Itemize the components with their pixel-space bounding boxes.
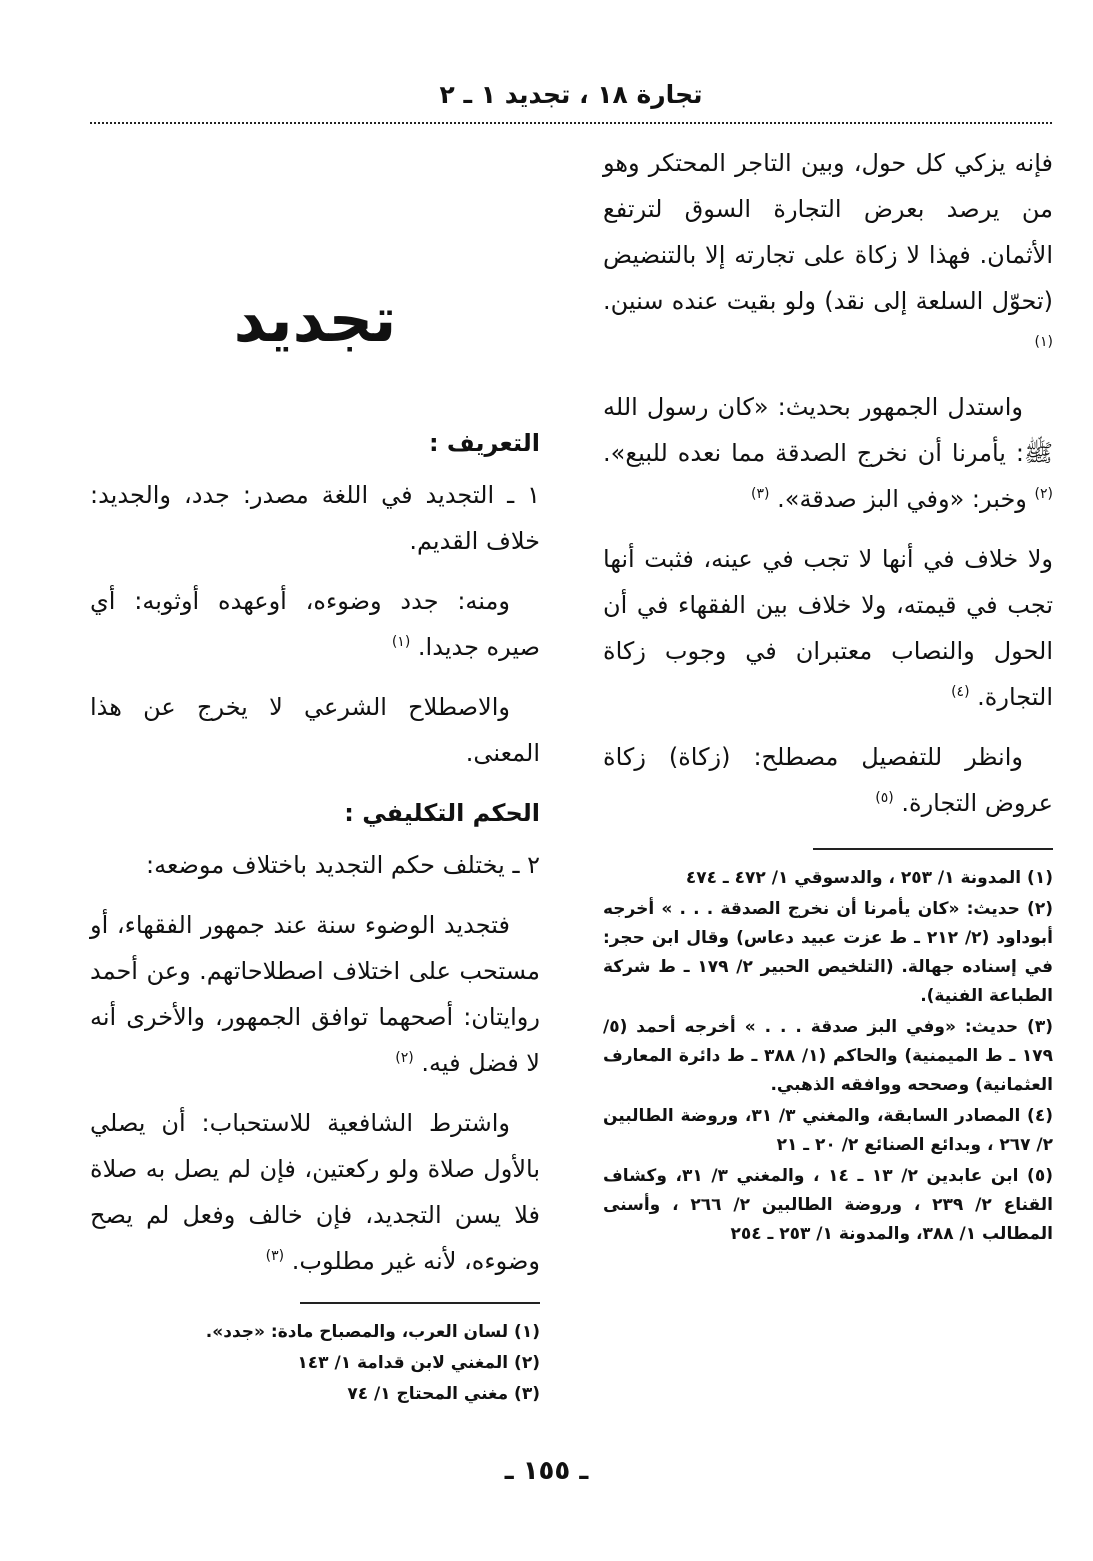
footnote: (٢) المغني لابن قدامة ١/ ١٤٣ bbox=[297, 1353, 540, 1373]
footnote-ref: (١) bbox=[391, 634, 411, 650]
footnote-ref: (٣) bbox=[751, 486, 770, 502]
paragraph: فإنه يزكي كل حول، وبين التاجر المحتكر وهو من يرصد بعرض التجارة السوق لترتفع الأثمان. فهذا لا زكاة على تجارته إلا بالتنضيض (تحوّل السلعة إلى نقد) ولو بقيت عنده سنين. $^{(١)}$ bbox=[603, 149, 1053, 350]
paragraph: ١ ـ التجديد في اللغة مصدر: جدد، والجديد: خلاف القديم. bbox=[90, 481, 540, 555]
footnotes bbox=[603, 864, 1053, 1249]
paragraph: وانظر للتفصيل مصطلح: (زكاة) زكاة عروض التجارة. $^{(٥)}$ bbox=[603, 743, 1053, 817]
footnote-separator bbox=[300, 1302, 540, 1304]
footnote-ref: (١) bbox=[1034, 334, 1053, 350]
page-number: ـ ١٥٥ ـ bbox=[504, 1456, 589, 1486]
paragraph: واستدل الجمهور بحديث: «كان رسول الله ﷺ: يأمرنا أن نخرج الصدقة مما نعده للبيع». $^{(٢)}$ وخبر: «وفي البز صدقة». $^{(٣)}$ bbox=[603, 393, 1053, 513]
footnotes bbox=[90, 1318, 540, 1409]
footnote-ref: (٥) bbox=[875, 790, 894, 806]
section-heading: التعريف : bbox=[428, 429, 540, 457]
left-column bbox=[90, 140, 540, 1411]
footnote: (٤) المصادر السابقة، والمغني ٣/ ٣١، وروضة الطالبين ٢/ ٢٦٧ ، وبدائع الصنائع ٢/ ٢٠ ـ ٢١ bbox=[603, 1106, 1053, 1155]
footnote: (٢) حديث: «كان يأمرنا أن نخرج الصدقة . . . » أخرجه أبوداود (٢/ ٢١٢ ـ ط عزت عبيد دعاس) وقال ابن حجر: في إسناده جهالة. (التلخيص الحبير ٢/ ١٧٩ ـ ط شركة الطباعة الفنية). bbox=[603, 899, 1053, 1006]
footnote-separator bbox=[813, 848, 1053, 850]
paragraph: ومنه: جدد وضوءه، أوعهده أوثوبه: أي صيره جديدا. $^{(١)}$ bbox=[90, 587, 540, 661]
footnote: (٣) حديث: «وفي البز صدقة . . . » أخرجه أحمد (٥/ ١٧٩ ـ ط الميمنية) والحاكم (١/ ٣٨٨ ـ ط دائرة المعارف العثمانية) وصححه ووافقه الذهبي. bbox=[603, 1017, 1053, 1095]
paragraph: ولا خلاف في أنها لا تجب في عينه، فثبت أنها تجب في قيمته، ولا خلاف بين الفقهاء في أن الحول والنصاب معتبران في وجوب زكاة التجارة. $^{(٤)}$ bbox=[603, 545, 1053, 711]
section-heading: الحكم التكليفي : bbox=[344, 799, 540, 827]
header-dotted-rule bbox=[90, 122, 1052, 124]
paragraph: واشترط الشافعية للاستحباب: أن يصلي بالأول صلاة ولو ركعتين، فإن لم يصل به صلاة فلا يسن التجديد، فإن خالف وفعل لم يصح وضوءه، لأنه غير مطلوب. $^{(٣)}$ bbox=[90, 1109, 540, 1275]
footnote-ref: (٤) bbox=[951, 684, 970, 700]
right-column bbox=[603, 140, 1053, 1251]
footnote: (١) لسان العرب، والمصباح مادة: «جدد». bbox=[205, 1322, 540, 1342]
paragraph: والاصطلاح الشرعي لا يخرج عن هذا المعنى. bbox=[90, 693, 540, 767]
entry-title: تجديد bbox=[233, 283, 397, 356]
paragraph: ٢ ـ يختلف حكم التجديد باختلاف موضعه: bbox=[146, 851, 540, 879]
footnote-ref: (٢) bbox=[1034, 486, 1053, 502]
footnote-ref: (٣) bbox=[265, 1248, 285, 1264]
footnote-ref: (٢) bbox=[395, 1050, 414, 1066]
footnote: (٣) مغني المحتاج ١/ ٧٤ bbox=[347, 1384, 540, 1404]
footnote: (٥) ابن عابدين ٢/ ١٣ ـ ١٤ ، والمغني ٣/ ٣١، وكشاف القناع ٢/ ٢٣٩ ، وروضة الطالبين ٢/ ٢٦٦ ، وأسنى المطالب ١/ ٣٨٨، والمدونة ١/ ٢٥٣ ـ ٢٥٤ bbox=[603, 1166, 1053, 1244]
paragraph: فتجديد الوضوء سنة عند جمهور الفقهاء، أو مستحب على اختلاف اصطلاحاتهم. وعن أحمد روايتان: أصحهما توافق الجمهور، والأخرى أنه لا فضل فيه. $^{(٢)}$ bbox=[90, 911, 540, 1077]
footnote: (١) المدونة ١/ ٢٥٣ ، والدسوقي ١/ ٤٧٢ ـ ٤٧٤ bbox=[685, 868, 1053, 888]
running-header: تجارة ١٨ ، تجديد ١ ـ ٢ bbox=[439, 80, 703, 109]
